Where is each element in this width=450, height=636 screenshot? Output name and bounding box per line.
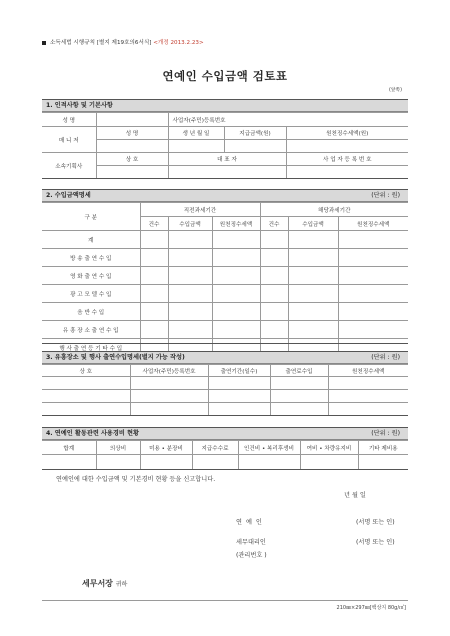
cell[interactable] bbox=[140, 321, 168, 339]
expense-col-other: 기타 제비용 bbox=[358, 441, 408, 455]
footer-rule bbox=[42, 600, 408, 601]
row-film-label: 영 화 출 연 수 입 bbox=[42, 267, 140, 285]
cell[interactable] bbox=[288, 231, 338, 249]
venue-income-table bbox=[42, 364, 408, 416]
revision-text: <개정 2013.2.23> bbox=[153, 40, 204, 46]
cell[interactable] bbox=[260, 285, 288, 303]
cell[interactable] bbox=[288, 303, 338, 321]
manager-tax-field[interactable] bbox=[286, 140, 408, 153]
cell[interactable] bbox=[208, 390, 270, 403]
cell[interactable] bbox=[212, 231, 260, 249]
prev-income-header: 수입금액 bbox=[168, 217, 212, 231]
cell[interactable] bbox=[42, 403, 130, 416]
cell[interactable] bbox=[168, 231, 212, 249]
cell[interactable] bbox=[270, 403, 328, 416]
section4-bottom-rule bbox=[42, 469, 408, 470]
paper-spec: 210㎜×297㎜[백상지 80g/㎡] bbox=[336, 605, 406, 611]
expense-col-fees: 지급수수료 bbox=[192, 441, 238, 455]
cell[interactable] bbox=[42, 377, 130, 390]
agency-rep-field[interactable] bbox=[168, 166, 286, 179]
front-label: (앞쪽) bbox=[388, 88, 402, 93]
manager-paid-field[interactable] bbox=[224, 140, 286, 153]
section3-bottom-rule bbox=[42, 415, 408, 416]
declaration-statement: 연예인에 대한 수입금액 및 기본경비 현황 등을 신고합니다. bbox=[56, 476, 216, 483]
tax-agent-signature[interactable]: (서명 또는 인) bbox=[356, 539, 395, 546]
venue-col-name: 상 호 bbox=[42, 365, 130, 377]
row-broadcast-label: 방 송 출 연 수 입 bbox=[42, 249, 140, 267]
cell[interactable] bbox=[192, 455, 238, 470]
cell[interactable] bbox=[130, 390, 208, 403]
agency-col-name: 상 호 bbox=[96, 153, 168, 166]
curr-income-header: 수입금액 bbox=[288, 217, 338, 231]
cell[interactable] bbox=[140, 303, 168, 321]
cell[interactable] bbox=[328, 377, 408, 390]
agency-label: 소속기획사 bbox=[42, 153, 96, 179]
cell[interactable] bbox=[260, 321, 288, 339]
venue-col-tax: 원천징수세액 bbox=[328, 365, 408, 377]
section2-heading: 2. 수입금액명세 (단위 : 원) bbox=[42, 189, 408, 202]
prev-tax-header: 원천징수세액 bbox=[212, 217, 260, 231]
cell[interactable] bbox=[300, 455, 358, 470]
cell[interactable] bbox=[288, 249, 338, 267]
form-ref-text: 소득세법 시행규칙 [별지 제19호의6서식] bbox=[50, 40, 152, 46]
declaration-date[interactable]: 년 월 일 bbox=[344, 492, 366, 499]
cell[interactable] bbox=[212, 267, 260, 285]
cell[interactable] bbox=[140, 285, 168, 303]
cell[interactable] bbox=[238, 455, 300, 470]
cell[interactable] bbox=[168, 303, 212, 321]
cell[interactable] bbox=[96, 455, 140, 470]
cell[interactable] bbox=[260, 231, 288, 249]
cell[interactable] bbox=[140, 455, 192, 470]
bizno-label[interactable]: 사업자(주민)등록번호 bbox=[168, 113, 408, 127]
curr-period-header: 해당과세기간 bbox=[260, 203, 408, 217]
cell[interactable] bbox=[260, 249, 288, 267]
agency-col-bizno: 사 업 자 등 록 번 호 bbox=[286, 153, 408, 166]
section2-unit: (단위 : 원) bbox=[371, 192, 400, 199]
cell[interactable] bbox=[212, 321, 260, 339]
cell[interactable] bbox=[260, 303, 288, 321]
section3-unit: (단위 : 원) bbox=[371, 354, 400, 361]
section1-heading: 1. 인적사항 및 기본사항 bbox=[42, 99, 408, 112]
cell[interactable] bbox=[140, 267, 168, 285]
agency-col-rep: 대 표 자 bbox=[168, 153, 286, 166]
section3-heading: 3. 유흥장소 및 행사 출연수입명세(별지 가능 작성) (단위 : 원) bbox=[42, 351, 408, 364]
income-table bbox=[42, 202, 408, 357]
expense-col-costume: 의상비 bbox=[96, 441, 140, 455]
name-label: 성 명 bbox=[42, 113, 96, 127]
cell[interactable] bbox=[260, 267, 288, 285]
venue-col-bizno: 사업자(주민)등록번호 bbox=[130, 365, 208, 377]
row-event-other-label: 행 사 출 연 등 기 타 수 입 bbox=[42, 339, 140, 357]
section1-table bbox=[42, 112, 408, 179]
cell[interactable] bbox=[168, 249, 212, 267]
category-header: 구 분 bbox=[42, 203, 140, 231]
expense-col-travel: 여비 • 차량유지비 bbox=[300, 441, 358, 455]
management-number[interactable]: (관리번호 ) bbox=[236, 552, 267, 559]
cell[interactable] bbox=[130, 377, 208, 390]
prev-period-header: 직전과세기간 bbox=[140, 203, 260, 217]
name-value[interactable] bbox=[96, 113, 168, 127]
cell[interactable] bbox=[208, 403, 270, 416]
venue-col-fee: 출연료수입 bbox=[270, 365, 328, 377]
row-total-label: 계 bbox=[42, 231, 140, 249]
manager-col-name: 성 명 bbox=[96, 127, 168, 140]
section2-bottom-rule bbox=[42, 343, 408, 344]
cell[interactable] bbox=[338, 303, 408, 321]
cell[interactable] bbox=[140, 249, 168, 267]
prev-count-header: 건수 bbox=[140, 217, 168, 231]
form-reference bbox=[42, 38, 204, 46]
section4-unit: (단위 : 원) bbox=[371, 430, 400, 437]
cell[interactable] bbox=[212, 285, 260, 303]
cell[interactable] bbox=[270, 377, 328, 390]
cell[interactable] bbox=[328, 390, 408, 403]
manager-name-field[interactable] bbox=[96, 140, 168, 153]
recipient-title: 세무서장 bbox=[82, 579, 113, 588]
agency-bizno-field[interactable] bbox=[286, 166, 408, 179]
cell[interactable] bbox=[140, 231, 168, 249]
entertainer-signature[interactable]: (서명 또는 인) bbox=[356, 519, 395, 526]
expense-col-beauty: 미용 • 분장비 bbox=[140, 441, 192, 455]
row-ad-label: 광 고 모 델 수 입 bbox=[42, 285, 140, 303]
tax-agent-label: 세무대리인 bbox=[236, 539, 266, 546]
cell[interactable] bbox=[338, 321, 408, 339]
cell[interactable] bbox=[168, 321, 212, 339]
cell[interactable] bbox=[338, 285, 408, 303]
cell[interactable] bbox=[288, 321, 338, 339]
cell[interactable] bbox=[270, 390, 328, 403]
cell[interactable] bbox=[212, 303, 260, 321]
row-album-label: 음 반 수 입 bbox=[42, 303, 140, 321]
cell[interactable] bbox=[358, 455, 408, 470]
cell[interactable] bbox=[168, 267, 212, 285]
cell[interactable] bbox=[208, 377, 270, 390]
cell[interactable] bbox=[42, 455, 96, 470]
cell[interactable] bbox=[168, 285, 212, 303]
cell[interactable] bbox=[338, 249, 408, 267]
cell[interactable] bbox=[212, 249, 260, 267]
venue-col-period: 출연기간(일수) bbox=[208, 365, 270, 377]
cell[interactable] bbox=[288, 267, 338, 285]
cell[interactable] bbox=[338, 231, 408, 249]
curr-count-header: 건수 bbox=[260, 217, 288, 231]
curr-tax-header: 원천징수세액 bbox=[338, 217, 408, 231]
section1-bottom-rule bbox=[42, 178, 408, 179]
cell[interactable] bbox=[338, 267, 408, 285]
manager-dob-field[interactable] bbox=[168, 140, 224, 153]
agency-name-field[interactable] bbox=[96, 166, 168, 179]
entertainer-label: 연 예 인 bbox=[236, 519, 263, 526]
manager-col-tax: 원천징수세액(원) bbox=[286, 127, 408, 140]
cell[interactable] bbox=[42, 390, 130, 403]
recipient-suffix: 귀하 bbox=[115, 581, 128, 588]
manager-col-dob: 생 년 월 일 bbox=[168, 127, 224, 140]
cell[interactable] bbox=[130, 403, 208, 416]
section4-heading: 4. 연예인 활동관련 사용경비 현황 (단위 : 원) bbox=[42, 427, 408, 440]
cell[interactable] bbox=[328, 403, 408, 416]
expense-col-labor: 인건비 • 복리후생비 bbox=[238, 441, 300, 455]
bullet-square-icon bbox=[42, 41, 46, 45]
cell[interactable] bbox=[288, 285, 338, 303]
expense-col-total: 합계 bbox=[42, 441, 96, 455]
recipient bbox=[82, 578, 127, 589]
manager-col-paid: 지급금액(원) bbox=[224, 127, 286, 140]
page-title: 연예인 수입금액 검토표 bbox=[162, 69, 288, 83]
manager-label: 매 니 저 bbox=[42, 127, 96, 153]
row-entertainment-venue-label: 유 흥 장 소 출 연 수 입 bbox=[42, 321, 140, 339]
expense-table bbox=[42, 440, 408, 470]
